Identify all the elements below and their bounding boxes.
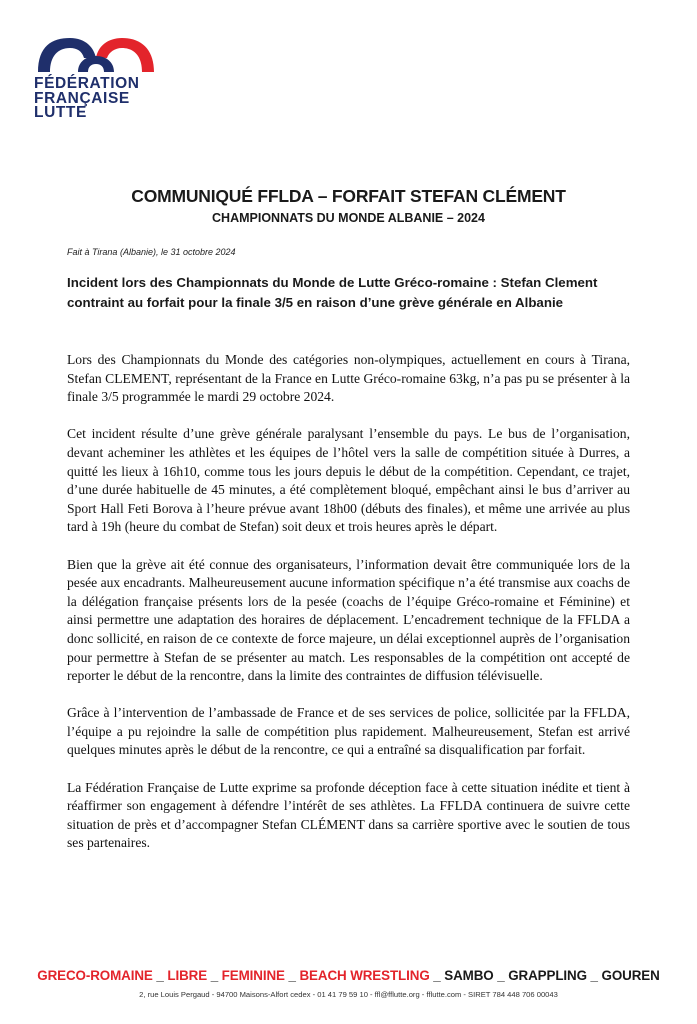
category-gouren: GOUREN: [601, 968, 660, 983]
separator: _: [433, 968, 441, 983]
separator: _: [288, 968, 296, 983]
paragraph: Lors des Championnats du Monde des catégories non-olympiques, actuellement en cours à Tirana, Stefan CLEMENT, représentant de la France en Lutte Gréco-romaine 63kg, n’a pas pu se présenter à la finale 3/5 programmée le mardi 29 octobre 2024.: [67, 352, 630, 405]
logo-line-1: FÉDÉRATION: [34, 75, 140, 92]
separator: _: [590, 968, 598, 983]
category-greco-romaine: GRECO-ROMAINE: [37, 968, 153, 983]
dateline: Fait à Tirana (Albanie), le 31 octobre 2024: [67, 247, 236, 257]
paragraph: Grâce à l’intervention de l’ambassade de France et de ses services de police, sollicitée par la FFLDA, l’équipe a pu rejoindre la salle de compétition plus rapidement. Malheureusement, Stefan est arrivé quelques minutes après le début de la rencontre, ce qui a entraîné sa disqualification par forfait.: [67, 705, 630, 758]
federation-logo: [34, 32, 164, 121]
footer-categories: [0, 968, 697, 983]
logo-line-2: FRANÇAISE: [34, 89, 130, 107]
category-beach-wrestling: BEACH WRESTLING: [299, 968, 430, 983]
logo-line-3: LUTTE: [34, 104, 87, 121]
separator: _: [156, 968, 164, 983]
category-grappling: GRAPPLING: [508, 968, 587, 983]
lead-paragraph: Incident lors des Championnats du Monde de Lutte Gréco-romaine : Stefan Clement contraint au forfait pour la finale 3/5 en raison d’une grève générale en Albanie: [67, 275, 598, 310]
separator: _: [210, 968, 219, 983]
category-libre: LIBRE: [167, 968, 208, 983]
wrestlers-emblem-icon: [34, 32, 164, 74]
paragraph: Bien que la grève ait été connue des organisateurs, l’information devait être communiquée lors de la pesée aux encadrants. Malheureusement aucune information spécifique n’a été transmise aux coachs de la délégation française présents lors de la pesée (coachs de l’équipe Gréco-romaine et Féminine) et ainsi permettre une adaptation des horaires de déplacement. L’encadrement technique de la FFLDA a donc sollicité, en raison de ce contexte de force majeure, un délai exceptionnel auprès de l’organisation pour permettre à Stefan de se présenter au match. Les responsables de la compétition ont accepté de reporter le début de la rencontre, dans la limite des contraintes de diffusion télévisuelle.: [67, 556, 630, 684]
document-title: COMMUNIQUÉ FFLDA – FORFAIT STEFAN CLÉMENT: [131, 186, 566, 206]
footer-address: 2, rue Louis Pergaud - 94700 Maisons-Alfort cedex - 01 41 79 59 10 - ffl@fflutte.org - fflutte.com - SIRET 784 448 706 00043: [139, 990, 558, 999]
category-sambo: SAMBO: [444, 968, 494, 983]
body-text: [67, 351, 630, 872]
paragraph: La Fédération Française de Lutte exprime sa profonde déception face à cette situation inédite et tient à réaffirmer son engagement à défendre l’intérêt de ses athlètes. La FFLDA continuera de suivre cette situation de près et d’accompagner Stefan CLÉMENT dans sa carrière sportive avec le soutien de tous ses partenaires.: [67, 779, 630, 851]
category-feminine: FEMININE: [221, 968, 285, 983]
paragraph: Cet incident résulte d’une grève générale paralysant l’ensemble du pays. Le bus de l’organisation, devant acheminer les athlètes et les équipes de l’hôtel vers la salle de compétition située à Durres, a quitté les lieux à 16h10, comme tous les jours depuis le début de la compétition. Cependant, ce trajet, d’une durée habituelle de 45 minutes, a été complètement bloqué, empêchant ainsi le bus d’arriver au Sport Hall Feti Borova à l’heure prévue avant 18h00 (débuts des finales), et même une arrivée au plus tard à 19h (heure du combat de Stefan) soit deux et trois heures après le départ.: [67, 426, 630, 535]
separator: _: [497, 968, 505, 983]
document-subtitle: CHAMPIONNATS DU MONDE ALBANIE – 2024: [212, 211, 485, 225]
